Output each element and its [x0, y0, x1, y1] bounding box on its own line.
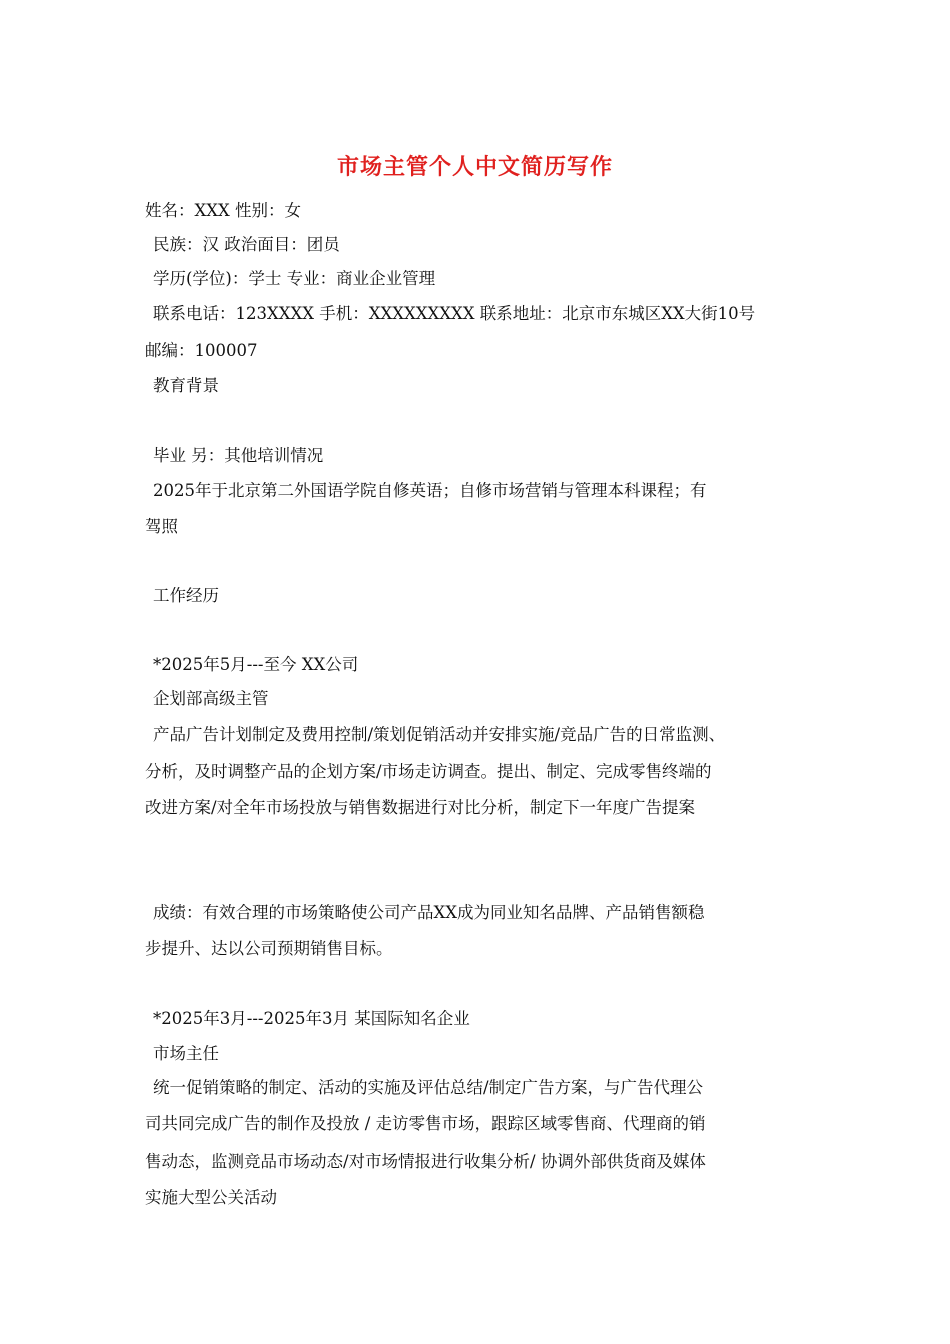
job-2-period: *2025年3月---2025年3月 某国际知名企业	[153, 1009, 470, 1028]
job-2-duties-line-1: 统一促销策略的制定、活动的实施及评估总结/制定广告方案，与广告代理公	[153, 1078, 704, 1097]
job-2-duties-line-3: 售动态，监测竞品市场动态/对市场情报进行收集分析/ 协调外部供货商及媒体	[145, 1152, 706, 1171]
job-2-position: 市场主任	[153, 1044, 219, 1063]
text-line-graduation: 毕业 另：其他培训情况	[153, 446, 324, 465]
job-1-duties-line-2: 分析，及时调整产品的企划方案/市场走访调查。提出、制定、完成零售终端的	[145, 762, 712, 781]
text-line-name-gender: 姓名：XXX 性别：女	[145, 201, 301, 220]
job-1-duties-line-3: 改进方案/对全年市场投放与销售数据进行对比分析，制定下一年度广告提案	[145, 798, 696, 817]
job-1-achievement-line-1: 成绩：有效合理的市场策略使公司产品XX成为同业知名品牌、产品销售额稳	[153, 903, 705, 922]
job-1-achievement-line-2: 步提升、达以公司预期销售目标。	[145, 939, 393, 958]
text-line-training: 2025年于北京第二外国语学院自修英语；自修市场营销与管理本科课程；有	[153, 481, 707, 500]
text-line-ethnicity: 民族：汉 政治面目：团员	[153, 235, 340, 254]
text-line-training-cont: 驾照	[145, 517, 178, 536]
text-line-postcode: 邮编：100007	[145, 341, 258, 360]
text-line-contact: 联系电话：123XXXX 手机：XXXXXXXXX 联系地址：北京市东城区XX大街10号	[153, 304, 756, 323]
text-line-education-degree: 学历(学位)：学士 专业：商业企业管理	[153, 269, 436, 288]
job-1-period: *2025年5月---至今 XX公司	[153, 655, 359, 674]
job-2-duties-line-4: 实施大型公关活动	[145, 1188, 277, 1207]
job-1-duties-line-1: 产品广告计划制定及费用控制/策划促销活动并安排实施/竞品广告的日常监测、	[153, 725, 726, 744]
job-1-position: 企划部高级主管	[153, 689, 269, 708]
section-heading-education: 教育背景	[153, 376, 219, 395]
section-heading-work: 工作经历	[153, 586, 219, 605]
document-title: 市场主管个人中文简历写作	[336, 154, 613, 180]
job-2-duties-line-2: 司共同完成广告的制作及投放 / 走访零售市场，跟踪区域零售商、代理商的销	[145, 1114, 706, 1133]
